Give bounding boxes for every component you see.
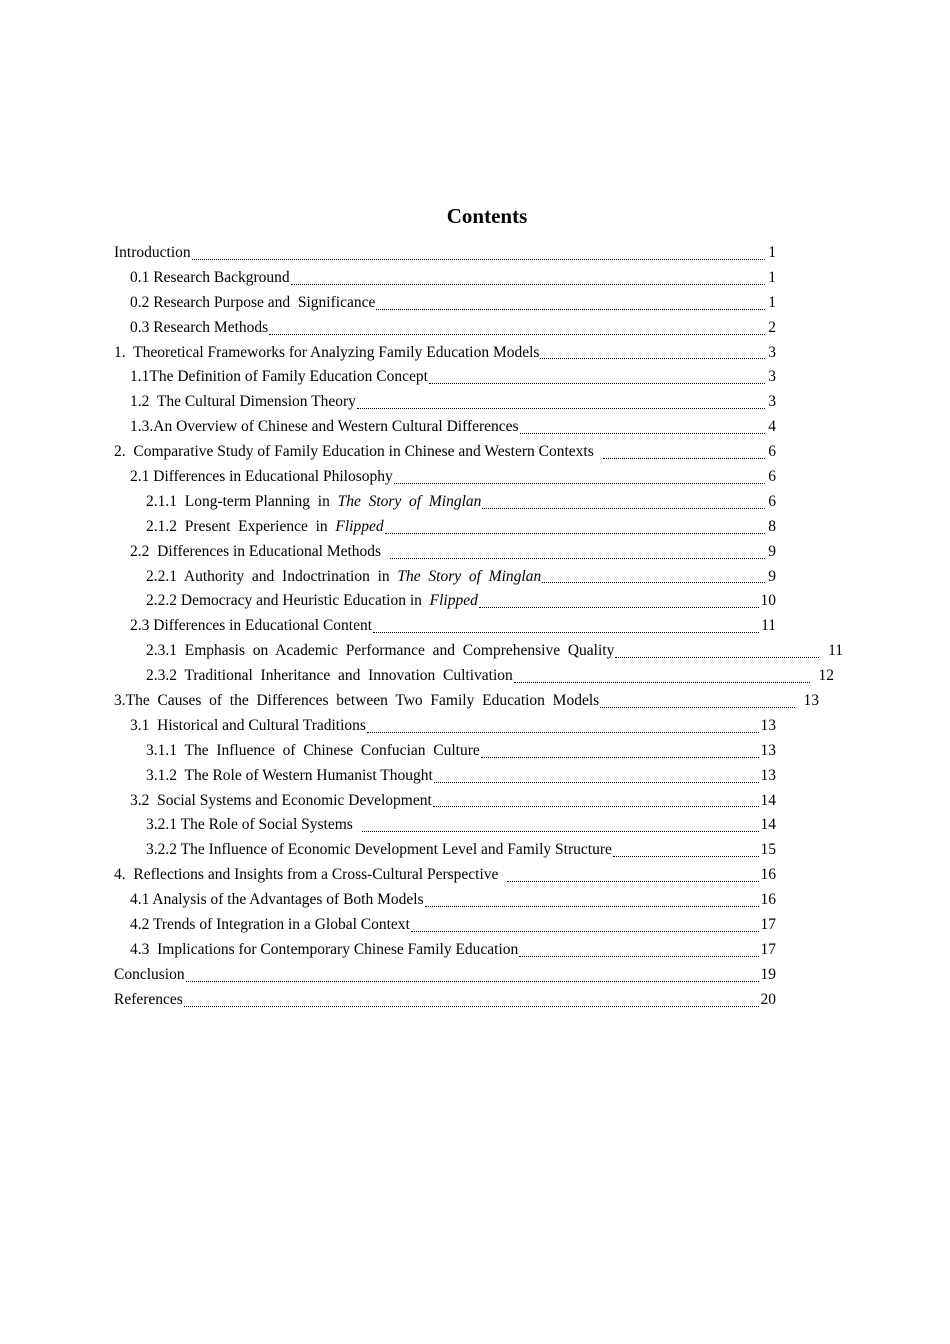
- toc-entry-title-italic: Flipped: [429, 592, 478, 610]
- dot-leader: [540, 358, 765, 359]
- toc-entry[interactable]: [114, 689, 819, 714]
- toc-entry[interactable]: [114, 963, 776, 988]
- dot-leader: [519, 956, 765, 957]
- toc-entry-title-text: 3.1.1 The Influence of Chinese Confucian Culture: [146, 741, 480, 759]
- toc-entry-page-number: 1: [767, 266, 776, 291]
- toc-entry-page-number: 10: [760, 589, 777, 614]
- toc-entry-title-text: 2.3.1 Emphasis on Academic Performance and Comprehensive Quality: [146, 642, 615, 660]
- toc-entry-title-text: 4.1 Analysis of the Advantages of Both Models: [130, 891, 424, 909]
- toc-entry-page-number: 6: [767, 465, 776, 490]
- toc-entry-title: [130, 916, 411, 933]
- dot-leader: [390, 558, 765, 559]
- toc-entry-page-number: 16: [760, 888, 777, 913]
- toc-entry[interactable]: [114, 813, 776, 838]
- toc-entry-title-text: 1.1The Definition of Family Education Concept: [130, 368, 428, 386]
- toc-entry[interactable]: [114, 913, 776, 938]
- toc-entry-title-text: References: [114, 990, 183, 1008]
- dot-leader: [603, 458, 765, 459]
- toc-entry-page-number: 13: [796, 689, 820, 714]
- toc-entry-title-text: 0.2 Research Purpose and Significance: [130, 293, 376, 311]
- toc-entry[interactable]: [114, 838, 776, 863]
- toc-entry-title-text: Conclusion: [114, 965, 185, 983]
- toc-entry[interactable]: [114, 241, 776, 266]
- toc-entry-page-number: 3: [767, 341, 776, 366]
- dot-leader: [507, 881, 765, 882]
- toc-entry-page-number: 14: [760, 813, 777, 838]
- toc-entry-title-text: 2.2 Differences in Educational Methods: [130, 542, 389, 560]
- toc-entry-page-number: 9: [767, 565, 776, 590]
- toc-entry-page-number: 1: [767, 241, 776, 266]
- toc-entry-title-text: 3.2.1 The Role of Social Systems: [146, 816, 361, 834]
- toc-entry-title: [114, 866, 507, 883]
- dot-leader: [615, 657, 819, 658]
- toc-entry-page-number: 4: [767, 415, 776, 440]
- dot-leader: [425, 906, 765, 907]
- dot-leader: [192, 259, 765, 260]
- dot-leader: [362, 831, 765, 832]
- toc-entry[interactable]: [114, 614, 776, 639]
- toc-entry-title: [114, 443, 603, 460]
- toc-entry[interactable]: [114, 465, 776, 490]
- dot-leader: [613, 856, 765, 857]
- dot-leader: [376, 309, 765, 310]
- toc-entry-page-number: 20: [760, 988, 777, 1013]
- toc-entry-title: [146, 742, 481, 759]
- dot-leader: [520, 433, 765, 434]
- toc-entry-page-number: 11: [820, 639, 843, 664]
- toc-entry[interactable]: [114, 490, 776, 515]
- toc-entry-title: [130, 269, 291, 286]
- toc-entry[interactable]: [114, 789, 776, 814]
- toc-entry-title-text: 4.3 Implications for Contemporary Chinese Family Education: [130, 940, 519, 958]
- toc-entry-title-text: 1.2 The Cultural Dimension Theory: [130, 393, 356, 411]
- toc-entry-title-text: 4.2 Trends of Integration in a Global Context: [130, 916, 410, 934]
- toc-entry-page-number: 3: [767, 365, 776, 390]
- toc-entry[interactable]: [114, 664, 834, 689]
- toc-entry[interactable]: [114, 291, 776, 316]
- toc-entry-title-text: 3.2.2 The Influence of Economic Development Level and Family Structure: [146, 841, 612, 859]
- toc-entry-title: [114, 244, 192, 261]
- toc-entry[interactable]: [114, 515, 776, 540]
- toc-entry[interactable]: [114, 639, 843, 664]
- toc-entry-title: [130, 319, 269, 336]
- toc-entry-title-italic: The Story of Minglan: [397, 567, 542, 585]
- toc-entry[interactable]: [114, 764, 776, 789]
- dot-leader: [542, 582, 765, 583]
- toc-entry-page-number: 13: [760, 764, 777, 789]
- dot-leader: [394, 483, 765, 484]
- toc-entry-title: [146, 667, 514, 684]
- toc-entry-title-text: 0.3 Research Methods: [130, 318, 269, 336]
- toc-entry-title: [114, 991, 184, 1008]
- dot-leader: [184, 1006, 765, 1007]
- toc-entry-title-text: 2.1.2 Present Experience in: [146, 517, 336, 535]
- toc-entry[interactable]: [114, 390, 776, 415]
- toc-entry-title-text: 1. Theoretical Frameworks for Analyzing Family Education Models: [114, 343, 540, 361]
- dot-leader: [481, 757, 765, 758]
- toc-entry-page-number: 17: [760, 938, 777, 963]
- toc-entry-title-text: Introduction: [114, 244, 191, 261]
- toc-entry[interactable]: [114, 341, 776, 366]
- toc-entry-page-number: 11: [760, 614, 776, 639]
- toc-entry-title-text: 3.The Causes of the Differences between Two Family Education Models: [114, 692, 600, 710]
- toc-entry-title: [114, 966, 186, 983]
- toc-entry-page-number: 2: [767, 316, 776, 341]
- dot-leader: [357, 408, 765, 409]
- toc-entry-title-text: 2.2.2 Democracy and Heuristic Education in: [146, 592, 430, 610]
- toc-entry-title-text: 0.1 Research Background: [130, 268, 290, 286]
- toc-entry-page-number: 13: [760, 714, 777, 739]
- toc-entry-page-number: 9: [767, 540, 776, 565]
- toc-entry-page-number: 17: [760, 913, 777, 938]
- toc-entry-title: [114, 344, 540, 361]
- toc-entry-title-text: 2.2.1 Authority and Indoctrination in: [146, 567, 398, 585]
- toc-entry[interactable]: [114, 863, 776, 888]
- toc-entry-title-text: 4. Reflections and Insights from a Cross-Cultural Perspective: [114, 866, 507, 884]
- toc-entry-title: [146, 841, 613, 858]
- toc-entry-title-text: 2.1 Differences in Educational Philosophy: [130, 468, 393, 486]
- toc-entry-title: [130, 393, 357, 410]
- toc-entry-title: [130, 792, 433, 809]
- toc-entry-title: [130, 543, 390, 560]
- toc-entry[interactable]: [114, 565, 776, 590]
- dot-leader: [373, 632, 765, 633]
- toc-entry-title: [146, 642, 615, 659]
- dot-leader: [482, 508, 765, 509]
- dot-leader: [186, 981, 765, 982]
- toc-entry-title-italic: Flipped: [335, 517, 384, 535]
- toc-entry-title: [130, 418, 520, 435]
- toc-entry[interactable]: [114, 739, 776, 764]
- toc-entry[interactable]: [114, 540, 776, 565]
- toc-entry-title: [146, 816, 362, 833]
- toc-entry-title-text: 3.1 Historical and Cultural Traditions: [130, 716, 366, 734]
- toc-entry-page-number: 14: [760, 789, 777, 814]
- toc-entry-title: [146, 767, 434, 784]
- dot-leader: [479, 607, 765, 608]
- toc-entry-title: [130, 617, 373, 634]
- toc-entry-page-number: 1: [767, 291, 776, 316]
- toc-entry-title: [130, 368, 429, 385]
- dot-leader: [433, 806, 765, 807]
- toc-entry-title-text: 2. Comparative Study of Family Education in Chinese and Western Contexts: [114, 443, 602, 461]
- toc-entry-title: [130, 941, 519, 958]
- toc-entry[interactable]: [114, 589, 776, 614]
- toc-entry-title-text: 3.1.2 The Role of Western Humanist Thought: [146, 766, 433, 784]
- toc-entry[interactable]: [114, 888, 776, 913]
- dot-leader: [269, 334, 765, 335]
- toc-entry-title: [130, 294, 376, 311]
- toc-entry[interactable]: [114, 316, 776, 341]
- toc-entry[interactable]: [114, 365, 776, 390]
- toc-entry[interactable]: [114, 266, 776, 291]
- toc-entry-title: [146, 568, 542, 585]
- toc-entry-title: [130, 891, 425, 908]
- toc-entry[interactable]: [114, 714, 776, 739]
- toc-entry-title: [146, 493, 482, 510]
- toc-entry-title-text: 2.3.2 Traditional Inheritance and Innovation Cultivation: [146, 667, 513, 685]
- toc-entry-page-number: 16: [760, 863, 777, 888]
- dot-leader: [514, 682, 810, 683]
- toc-entry-page-number: 6: [767, 490, 776, 515]
- toc-entry-title-text: 2.3 Differences in Educational Content: [130, 617, 373, 635]
- dot-leader: [367, 732, 765, 733]
- table-of-contents: [114, 241, 843, 1013]
- dot-leader: [411, 931, 765, 932]
- dot-leader: [385, 533, 765, 534]
- dot-leader: [600, 707, 795, 708]
- toc-entry-page-number: 19: [760, 963, 777, 988]
- toc-entry-page-number: 6: [767, 440, 776, 465]
- toc-entry-page-number: 13: [760, 739, 777, 764]
- toc-entry-title: [130, 468, 394, 485]
- toc-entry-page-number: 8: [767, 515, 776, 540]
- toc-entry-title: [146, 592, 479, 609]
- dot-leader: [291, 284, 765, 285]
- toc-entry-title: [146, 518, 385, 535]
- toc-entry[interactable]: [114, 415, 776, 440]
- toc-entry-page-number: 3: [767, 390, 776, 415]
- toc-entry-title-text: 1.3.An Overview of Chinese and Western Cultural Differences: [130, 418, 519, 436]
- toc-entry[interactable]: [114, 938, 776, 963]
- toc-entry-page-number: 15: [760, 838, 777, 863]
- toc-entry-title-italic: The Story of Minglan: [337, 492, 482, 510]
- toc-entry-title-text: 2.1.1 Long-term Planning in: [146, 492, 338, 510]
- dot-leader: [429, 383, 765, 384]
- toc-entry[interactable]: [114, 440, 776, 465]
- toc-entry-page-number: 12: [811, 664, 835, 689]
- dot-leader: [434, 782, 765, 783]
- page-title: Contents: [446, 204, 528, 228]
- toc-entry-title-text: 3.2 Social Systems and Economic Development: [130, 791, 432, 809]
- toc-entry-title: [130, 717, 367, 734]
- toc-entry-title: [114, 692, 600, 709]
- toc-entry[interactable]: [114, 988, 776, 1013]
